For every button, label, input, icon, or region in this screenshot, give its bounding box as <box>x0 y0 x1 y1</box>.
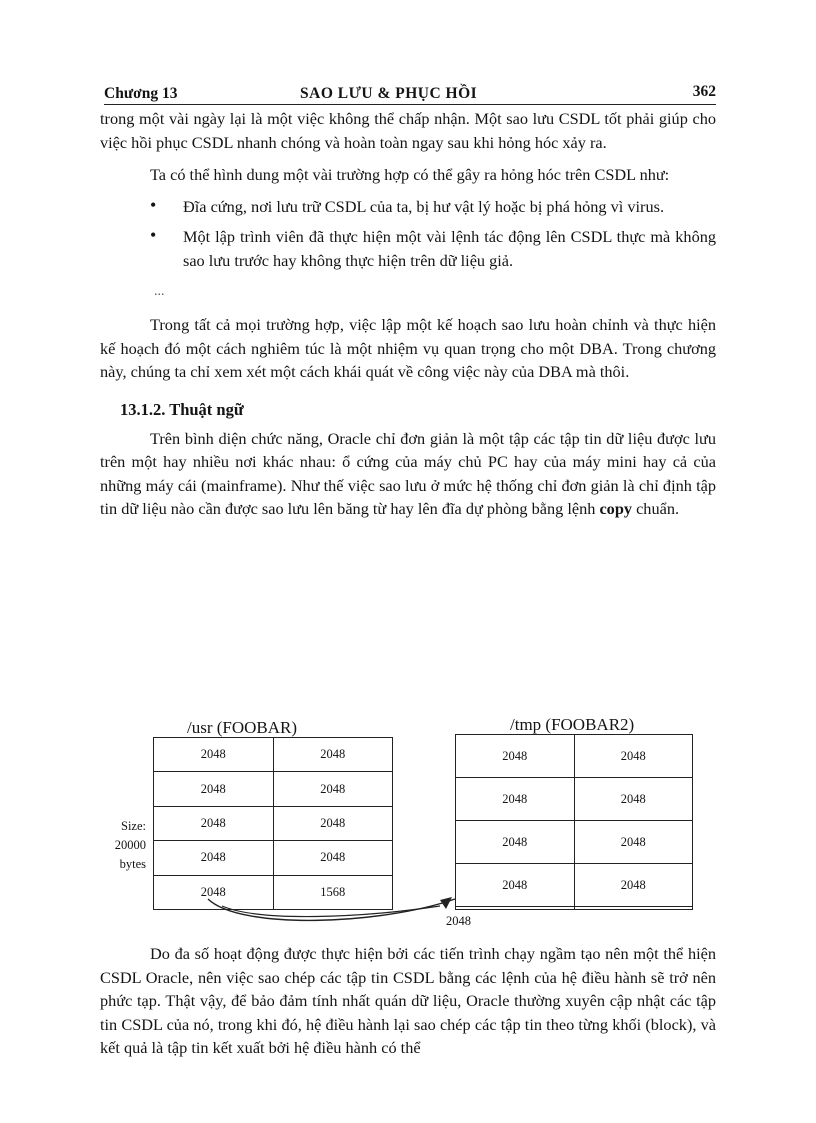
block-cell: 2048 <box>154 772 274 806</box>
final-paragraph: Do đa số hoạt động được thực hiện bởi các tiến trình chạy ngầm tạo nên một thể hiện CSDL Oracle, nên việc sao chép các tập tin CSDL bằng các lệnh của hệ điều hành sẽ trở nên phức tạp. Thật vậy, để bảo đảm tính nhất quán dữ liệu, Oracle thường xuyên cập nhật các tập tin CSDL của nó, trong khi đó, hệ điều hành lại sao chép các tập tin theo từng khối (block), và kết quả là tập tin kết xuất bởi hệ điều hành có thể <box>100 944 716 1058</box>
block-cell: 2048 <box>154 875 274 909</box>
page-number: 362 <box>692 83 716 100</box>
block-cell: 2048 <box>456 864 575 907</box>
block-cell: 2048 <box>574 864 693 907</box>
block-cell: 2048 <box>456 778 575 821</box>
chapter-title: SAO LƯU & PHỤC HỒI <box>300 85 478 102</box>
usr-title: /usr (FOOBAR) <box>187 718 298 737</box>
block-cell: 2048 <box>154 806 274 840</box>
lower-text-block <box>100 942 716 1060</box>
size-label-line: bytes <box>119 857 146 871</box>
size-label-line: Size: <box>121 819 146 833</box>
conclusion-paragraph: Trong tất cả mọi trường hợp, việc lập một kế hoạch sao lưu hoàn chỉnh và thực hiện kế hoạch đó một cách nghiêm túc là một nhiệm vụ quan trọng cho một DBA. Trong chương này, chúng ta chỉ xem xét một cách khái quát về công việc này của DBA mà thôi. <box>100 315 716 382</box>
terminology-text: Trên bình diện chức năng, Oracle chỉ đơn giản là một tập các tập tin dữ liệu được lưu trên một hay nhiều nơi khác nhau: ổ cứng của máy chủ PC hay của máy mini hay cả của những máy cái (mainframe). Như thế việc sao lưu ở mức hệ thống chỉ đơn giản là chỉ định tập tin dữ liệu nào cần được sao lưu lên băng từ hay lên đĩa dự phòng bằng lệnh <box>100 428 716 519</box>
list-item-text: Một lập trình viên đã thực hiện một vài lệnh tác động lên CSDL thực mà không sao lưu trước hay không thực hiện trên dữ liệu giả. <box>183 227 716 270</box>
size-label-line: 20000 <box>114 838 146 852</box>
arrow-label: 2048 <box>446 914 471 928</box>
section-heading: 13.1.2. Thuật ngữ <box>120 399 244 419</box>
chapter-label: Chương 13 <box>104 85 178 102</box>
block-cell: 1568 <box>273 875 393 909</box>
block-cell: 2048 <box>273 738 393 772</box>
block-cell: 2048 <box>574 821 693 864</box>
tmp-title: /tmp (FOOBAR2) <box>510 715 635 734</box>
list-item-text: Đĩa cứng, nơi lưu trữ CSDL của ta, bị hư vật lý hoặc bị phá hỏng vì virus. <box>183 196 665 216</box>
copy-command: copy <box>599 499 633 519</box>
block-cell: 2048 <box>456 821 575 864</box>
block-cell: 2048 <box>273 806 393 840</box>
block-cell: 2048 <box>273 772 393 806</box>
bullet-icon: • <box>150 225 157 246</box>
ellipsis: ... <box>154 283 165 299</box>
terminology-text-end: chuẩn. <box>632 499 680 519</box>
block-cell: 2048 <box>456 735 575 778</box>
intro-paragraph: trong một vài ngày lại là một việc không thể chấp nhận. Một sao lưu CSDL tốt phải giúp cho việc hồi phục CSDL nhanh chóng và hoàn toàn ngay sau khi hỏng hóc xảy ra. <box>100 109 716 152</box>
bullet-icon: • <box>150 194 157 215</box>
scenario-intro-paragraph: Ta có thể hình dung một vài trường hợp có thể gây ra hỏng hóc trên CSDL như: <box>150 165 670 185</box>
block-cell: 2048 <box>574 735 693 778</box>
block-cell: 2048 <box>154 841 274 875</box>
block-cell: 2048 <box>154 738 274 772</box>
block-cell: 2048 <box>574 778 693 821</box>
block-cell: 2048 <box>273 841 393 875</box>
